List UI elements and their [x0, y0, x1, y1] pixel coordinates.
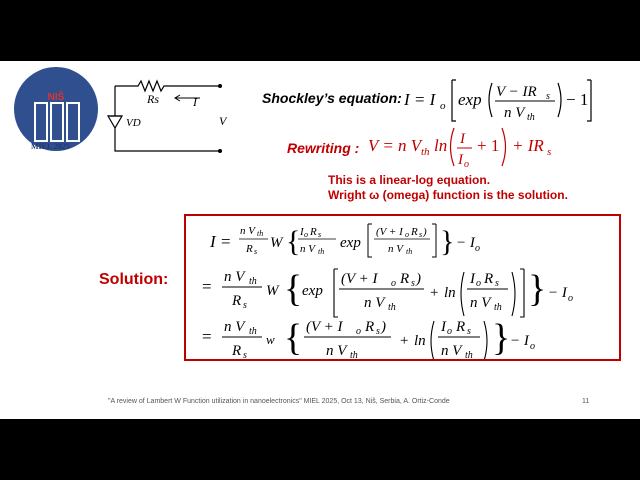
- svg-text:o: o: [464, 159, 469, 170]
- svg-text:}: }: [440, 225, 455, 258]
- note-line-1: This is a linear-log equation.: [328, 173, 491, 187]
- shockley-label: Shockley’s equation:: [262, 90, 402, 106]
- rewriting-label: Rewriting :: [287, 140, 360, 156]
- svg-text:− 1: − 1: [566, 90, 589, 109]
- svg-text:th: th: [494, 302, 502, 313]
- diode-voltage-label: VD: [126, 117, 141, 129]
- svg-text:W: W: [270, 235, 283, 251]
- svg-text:o: o: [391, 278, 396, 289]
- svg-text:I: I: [458, 152, 463, 168]
- svg-text:s: s: [546, 91, 550, 102]
- svg-text:n V: n V: [364, 295, 385, 311]
- svg-text:+ 1: + 1: [477, 136, 500, 155]
- svg-text:): ): [423, 226, 427, 238]
- solution-label: Solution:: [99, 271, 169, 288]
- svg-text:R: R: [246, 243, 253, 255]
- note-line-2: Wright ω (omega) function is the solution.: [328, 188, 568, 202]
- svg-text:(V + I: (V + I: [341, 271, 378, 287]
- svg-text:+ IR: + IR: [512, 136, 544, 155]
- svg-text:s: s: [254, 247, 258, 256]
- svg-text:R: R: [310, 226, 317, 238]
- svg-text:{: {: [284, 317, 303, 359]
- svg-text:R: R: [411, 226, 418, 238]
- svg-text:R: R: [456, 319, 466, 335]
- svg-text:n V: n V: [224, 319, 245, 335]
- solution-equations: [188, 217, 618, 359]
- svg-text:th: th: [249, 276, 257, 287]
- svg-text:o: o: [405, 230, 409, 239]
- svg-text:{: {: [286, 225, 301, 258]
- svg-text:R: R: [232, 343, 242, 359]
- svg-text:− I: − I: [510, 333, 529, 349]
- svg-text:o: o: [476, 278, 481, 289]
- svg-text:exp: exp: [458, 90, 482, 109]
- svg-text:): ): [381, 319, 386, 335]
- svg-text:s: s: [547, 146, 552, 158]
- svg-text:W: W: [266, 283, 279, 299]
- rewriting-equation: [366, 123, 566, 171]
- svg-text:ln: ln: [434, 136, 448, 155]
- svg-text:s: s: [419, 230, 423, 239]
- svg-text:R: R: [232, 293, 242, 309]
- svg-text:(V + I: (V + I: [306, 319, 343, 335]
- svg-text:}: }: [492, 317, 511, 359]
- svg-text:I: I: [460, 131, 465, 147]
- svg-text:o: o: [447, 326, 452, 337]
- svg-text:o: o: [530, 341, 535, 352]
- svg-text:s: s: [495, 278, 499, 289]
- svg-text:n V: n V: [240, 225, 255, 237]
- logo-bottom-text: MIEL 2025: [31, 142, 70, 151]
- svg-text:R: R: [365, 319, 375, 335]
- svg-text:s: s: [318, 230, 322, 239]
- svg-text:th: th: [421, 146, 430, 158]
- svg-text:n V: n V: [470, 295, 491, 311]
- svg-text:I: I: [300, 226, 304, 238]
- svg-text:=: =: [202, 277, 212, 296]
- svg-text:s: s: [376, 326, 380, 337]
- svg-text:R: R: [400, 271, 410, 287]
- svg-text:th: th: [350, 350, 358, 359]
- svg-text:th: th: [527, 112, 535, 123]
- svg-text:th: th: [318, 247, 325, 256]
- svg-text:V − IR: V − IR: [496, 84, 537, 100]
- svg-text:th: th: [406, 247, 413, 256]
- svg-text:n V: n V: [300, 243, 315, 255]
- diode-circuit: [100, 76, 230, 156]
- svg-text:V = n V: V = n V: [368, 136, 422, 155]
- svg-text:− I: − I: [456, 235, 475, 251]
- svg-text:o: o: [475, 243, 480, 254]
- svg-text:ln: ln: [414, 333, 426, 349]
- svg-text:th: th: [257, 229, 264, 238]
- svg-text:(V + I: (V + I: [376, 226, 403, 238]
- svg-text:}: }: [528, 268, 547, 310]
- svg-text:I =: I =: [210, 232, 232, 251]
- svg-text:I: I: [441, 319, 446, 335]
- svg-text:n V: n V: [388, 243, 403, 255]
- svg-text:n V: n V: [441, 343, 462, 359]
- shockley-equation: [400, 75, 600, 125]
- svg-text:I = I: I = I: [404, 90, 436, 109]
- svg-text:+: +: [400, 333, 409, 349]
- svg-text:s: s: [243, 350, 247, 359]
- svg-text:n V: n V: [504, 105, 525, 121]
- svg-text:R: R: [484, 271, 494, 287]
- slide: [0, 61, 640, 419]
- svg-text:n V: n V: [224, 269, 245, 285]
- svg-text:s: s: [467, 326, 471, 337]
- current-label: I: [193, 95, 197, 109]
- svg-text:th: th: [388, 302, 396, 313]
- logo-top-text: NIŠ: [47, 92, 65, 103]
- conference-logo: [13, 66, 99, 152]
- svg-text:+: +: [430, 285, 439, 301]
- svg-text:o: o: [356, 326, 361, 337]
- svg-text:ln: ln: [444, 285, 456, 301]
- svg-text:o: o: [440, 100, 446, 112]
- svg-text:I: I: [470, 271, 475, 287]
- svg-text:s: s: [243, 300, 247, 311]
- svg-text:o: o: [304, 230, 308, 239]
- rs-label: Rs: [147, 92, 159, 106]
- svg-text:{: {: [284, 268, 303, 310]
- footer-citation: "A review of Lambert W Function utilization in nanoelectronics" MIEL 2025, Oct 13, Niš, Serbia, A. Ortiz-Conde: [108, 398, 450, 405]
- svg-text:s: s: [411, 278, 415, 289]
- svg-text:exp: exp: [302, 283, 323, 299]
- svg-text:− I: − I: [548, 285, 567, 301]
- svg-text:): ): [416, 271, 421, 287]
- linear-log-note: [328, 173, 568, 203]
- svg-text:exp: exp: [340, 235, 361, 251]
- voltage-label: V: [219, 114, 227, 128]
- svg-text:w: w: [266, 332, 275, 347]
- svg-text:=: =: [202, 327, 212, 346]
- svg-text:th: th: [249, 326, 257, 337]
- svg-text:o: o: [568, 293, 573, 304]
- svg-text:th: th: [465, 350, 473, 359]
- svg-text:n V: n V: [326, 343, 347, 359]
- page-number: 11: [582, 398, 590, 405]
